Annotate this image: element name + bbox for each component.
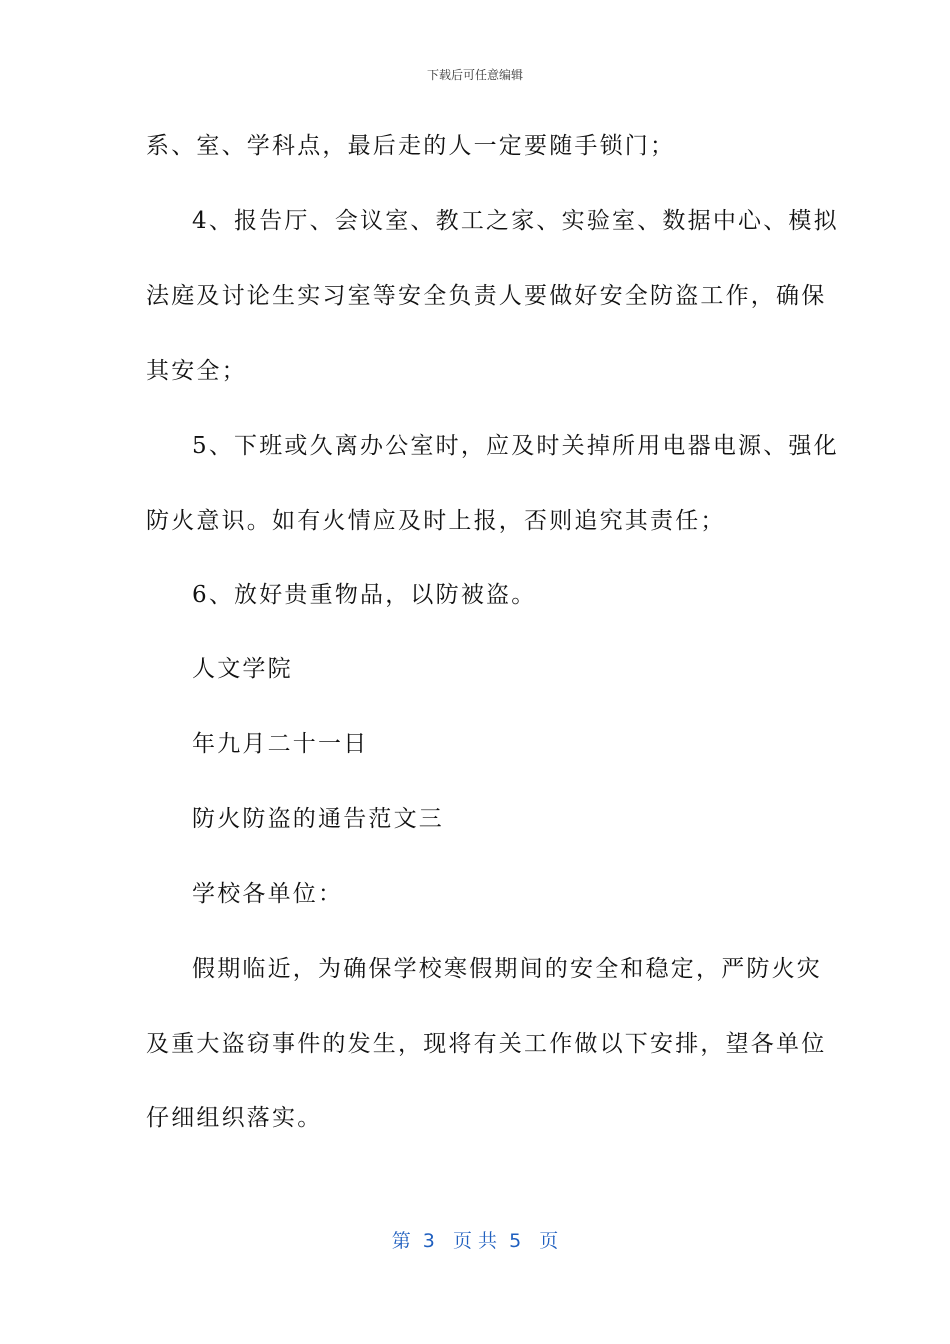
body-line: 假期临近，为确保学校寒假期间的安全和稳定，严防火灾: [192, 956, 822, 982]
section-title: 防火防盗的通告范文三: [192, 806, 444, 832]
salutation: 学校各单位：: [192, 881, 344, 907]
body-line: 防火意识。如有火情应及时上报，否则追究其责任；: [146, 508, 726, 534]
body-line: 其安全；: [146, 358, 247, 384]
signature-date: 年九月二十一日: [192, 731, 369, 757]
body-line: 及重大盗窃事件的发生，现将有关工作做以下安排，望各单位: [146, 1031, 827, 1057]
body-line: 系、室、学科点，最后走的人一定要随手锁门；: [146, 133, 676, 159]
page-header: 下载后可任意编辑: [426, 68, 523, 82]
body-line: 4、报告厅、会议室、教工之家、实验室、数据中心、模拟: [192, 208, 839, 234]
body-line: 6、放好贵重物品，以防被盗。: [192, 582, 537, 608]
body-line: 法庭及讨论生实习室等安全负责人要做好安全防盗工作，确保: [146, 283, 827, 309]
page-number-footer: 第 3 页 共 5 页: [391, 1230, 559, 1252]
body-line: 仔细组织落实。: [146, 1105, 323, 1131]
body-line: 5、下班或久离办公室时，应及时关掉所用电器电源、强化: [192, 433, 839, 459]
signature-org: 人文学院: [192, 656, 293, 682]
